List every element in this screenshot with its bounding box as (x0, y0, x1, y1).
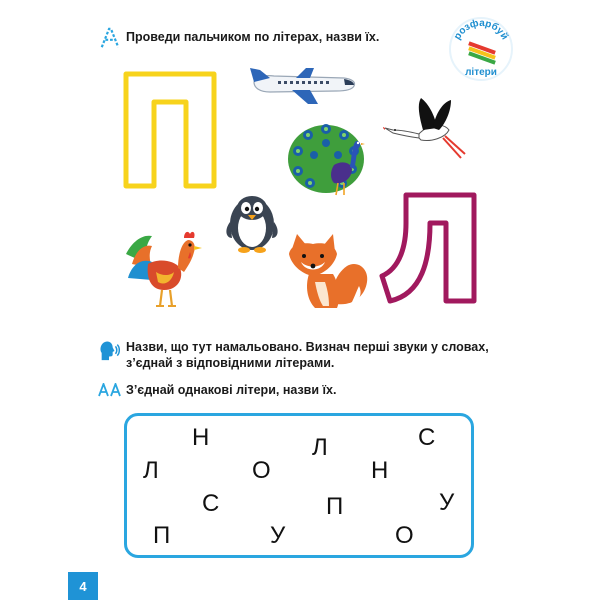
peacock-icon (286, 121, 376, 197)
coloring-badge (448, 16, 514, 82)
match-letter[interactable]: Л (143, 457, 159, 484)
badge-line1: розфарбуй (451, 17, 511, 42)
match-letter[interactable]: О (252, 457, 271, 484)
task1-instruction: Проведи пальчиком по літерах, назви їх. (126, 30, 380, 44)
match-letter[interactable]: С (418, 424, 436, 451)
penguin-icon (222, 188, 282, 254)
badge-line2: літери (465, 67, 497, 78)
double-letter-a-icon (98, 383, 122, 397)
match-letter[interactable]: Н (192, 424, 210, 451)
airplane-icon (248, 62, 358, 106)
stork-icon (383, 96, 475, 164)
match-letter[interactable]: С (202, 490, 220, 517)
tracing-letter-p[interactable] (120, 68, 220, 190)
match-letter[interactable]: У (439, 489, 455, 516)
page-number: 4 (68, 572, 98, 600)
letter-a-tracing-icon (99, 27, 121, 49)
fox-icon (285, 234, 371, 312)
task3-instruction: З’єднай однакові літери, назви їх. (126, 383, 337, 397)
speaking-head-icon (98, 340, 120, 362)
match-letter[interactable]: П (153, 522, 171, 549)
match-letter[interactable]: П (326, 493, 344, 520)
match-letter[interactable]: Н (371, 457, 389, 484)
task2-instruction-line2: з’єднай з відповідними літерами. (126, 356, 335, 370)
task2-instruction-line1: Назви, що тут намальовано. Визнач перші звуки у словах, (126, 340, 489, 354)
match-letter[interactable]: Л (312, 434, 328, 461)
match-letter[interactable]: О (395, 522, 414, 549)
rooster-icon (122, 224, 210, 310)
tracing-letter-l[interactable] (378, 190, 478, 306)
match-letter[interactable]: У (270, 522, 286, 549)
